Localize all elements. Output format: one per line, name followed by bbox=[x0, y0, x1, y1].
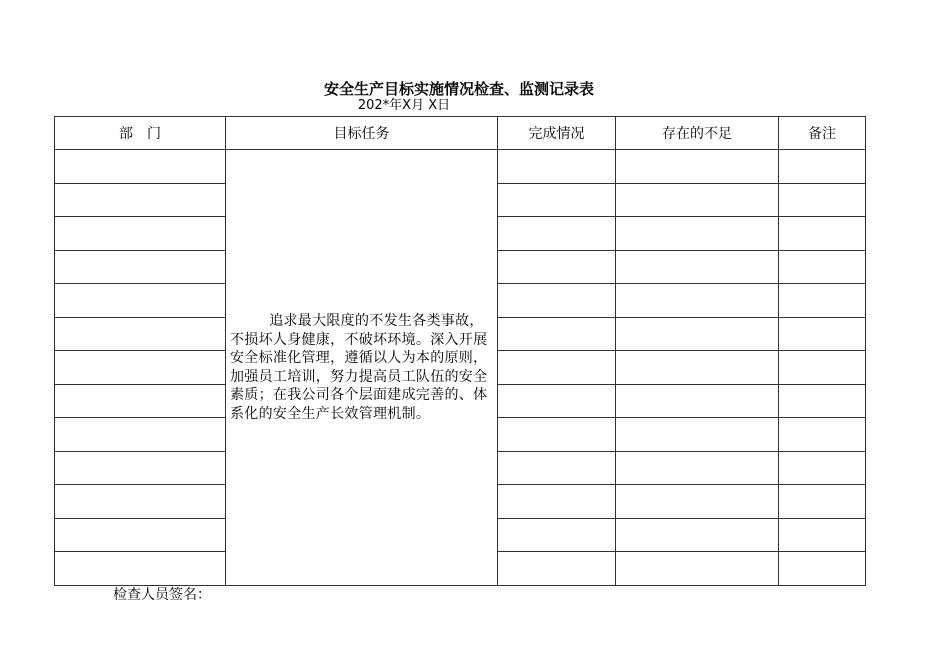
department-cell[interactable] bbox=[55, 384, 226, 418]
completion-cell[interactable] bbox=[498, 317, 616, 351]
inspector-signature-label: 检查人员签名： bbox=[113, 587, 211, 603]
completion-cell[interactable] bbox=[498, 250, 616, 284]
header-department: 部 门 bbox=[55, 117, 226, 150]
document-title: 安全生产目标实施情况检查、监测记录表 bbox=[323, 80, 594, 98]
remarks-cell[interactable] bbox=[779, 250, 866, 284]
department-cell[interactable] bbox=[55, 518, 226, 552]
department-cell[interactable] bbox=[55, 150, 226, 184]
department-cell[interactable] bbox=[55, 183, 226, 217]
remarks-cell[interactable] bbox=[779, 384, 866, 418]
remarks-cell[interactable] bbox=[779, 418, 866, 452]
shortcomings-cell[interactable] bbox=[616, 552, 779, 586]
completion-cell[interactable] bbox=[498, 217, 616, 251]
department-cell[interactable] bbox=[55, 217, 226, 251]
shortcomings-cell[interactable] bbox=[616, 384, 779, 418]
shortcomings-cell[interactable] bbox=[616, 317, 779, 351]
completion-cell[interactable] bbox=[498, 284, 616, 318]
shortcomings-cell[interactable] bbox=[616, 183, 779, 217]
remarks-cell[interactable] bbox=[779, 217, 866, 251]
shortcomings-cell[interactable] bbox=[616, 451, 779, 485]
shortcomings-cell[interactable] bbox=[616, 485, 779, 519]
table-row bbox=[55, 150, 866, 184]
completion-cell[interactable] bbox=[498, 384, 616, 418]
document-date: 202*年X月 X日 bbox=[357, 98, 451, 113]
completion-cell[interactable] bbox=[498, 552, 616, 586]
department-cell[interactable] bbox=[55, 552, 226, 586]
header-goal-task: 目标任务 bbox=[226, 117, 498, 150]
completion-cell[interactable] bbox=[498, 351, 616, 385]
header-shortcomings: 存在的不足 bbox=[616, 117, 779, 150]
completion-cell[interactable] bbox=[498, 485, 616, 519]
completion-cell[interactable] bbox=[498, 418, 616, 452]
department-cell[interactable] bbox=[55, 351, 226, 385]
header-row bbox=[55, 117, 866, 150]
remarks-cell[interactable] bbox=[779, 451, 866, 485]
completion-cell[interactable] bbox=[498, 451, 616, 485]
completion-cell[interactable] bbox=[498, 183, 616, 217]
shortcomings-cell[interactable] bbox=[616, 284, 779, 318]
header-completion: 完成情况 bbox=[498, 117, 616, 150]
department-cell[interactable] bbox=[55, 317, 226, 351]
record-table bbox=[54, 116, 866, 586]
completion-cell[interactable] bbox=[498, 150, 616, 184]
remarks-cell[interactable] bbox=[779, 351, 866, 385]
remarks-cell[interactable] bbox=[779, 518, 866, 552]
remarks-cell[interactable] bbox=[779, 552, 866, 586]
remarks-cell[interactable] bbox=[779, 284, 866, 318]
remarks-cell[interactable] bbox=[779, 183, 866, 217]
shortcomings-cell[interactable] bbox=[616, 418, 779, 452]
remarks-cell[interactable] bbox=[779, 485, 866, 519]
department-cell[interactable] bbox=[55, 451, 226, 485]
shortcomings-cell[interactable] bbox=[616, 250, 779, 284]
department-cell[interactable] bbox=[55, 284, 226, 318]
completion-cell[interactable] bbox=[498, 518, 616, 552]
department-cell[interactable] bbox=[55, 250, 226, 284]
department-cell[interactable] bbox=[55, 485, 226, 519]
goal-task-text: 追求最大限度的不发生各类事故，不损坏人身健康，不破坏环境。深入开展安全标准化管理，遵循以人为本的原则，加强员工培训，努力提高员工队伍的安全素质；在我公司各个层面建成完善的、体系化的安全生产长效管理机制。 bbox=[230, 313, 488, 422]
shortcomings-cell[interactable] bbox=[616, 351, 779, 385]
shortcomings-cell[interactable] bbox=[616, 217, 779, 251]
goal-task-cell bbox=[226, 150, 498, 586]
shortcomings-cell[interactable] bbox=[616, 518, 779, 552]
remarks-cell[interactable] bbox=[779, 150, 866, 184]
table-body bbox=[55, 150, 866, 586]
shortcomings-cell[interactable] bbox=[616, 150, 779, 184]
header-remarks: 备注 bbox=[779, 117, 866, 150]
remarks-cell[interactable] bbox=[779, 317, 866, 351]
department-cell[interactable] bbox=[55, 418, 226, 452]
